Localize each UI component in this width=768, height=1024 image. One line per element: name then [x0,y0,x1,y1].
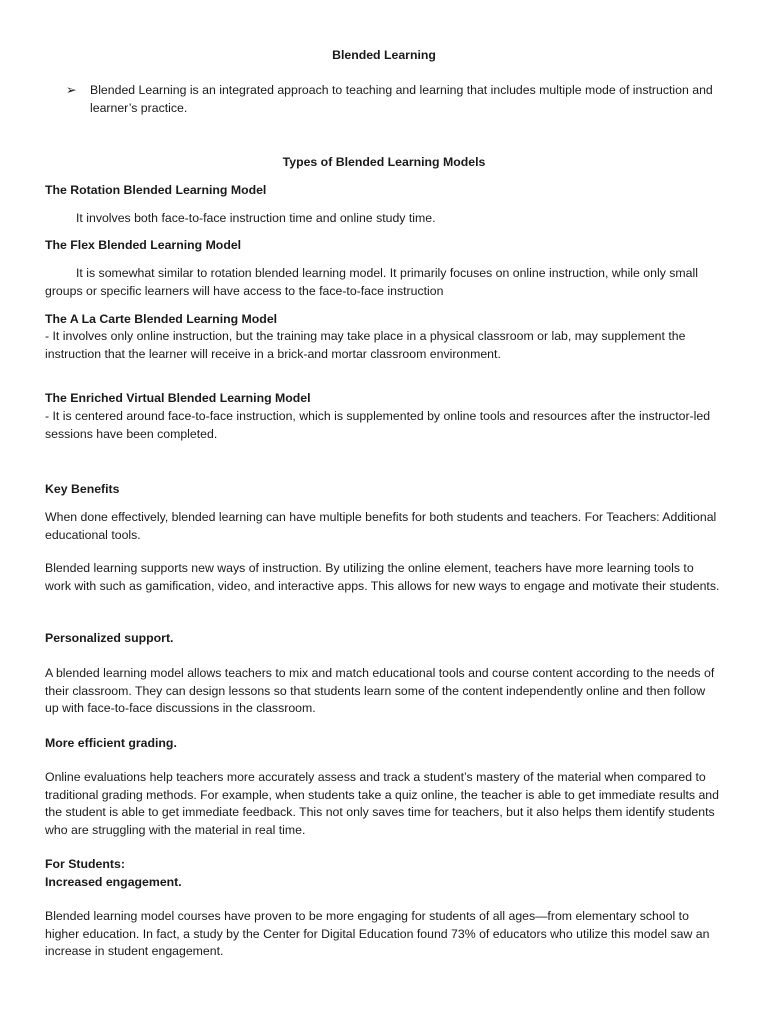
rotation-model-text: It involves both face-to-face instruction time and online study time. [76,211,436,225]
flex-model-text: It is somewhat similar to rotation blended learning model. It primarily focuses on online instruction, while only small groups or specific learners will have access to the face-to-face instruction [45,266,698,298]
document-title: Blended Learning [332,48,436,62]
educational-tools-text: Blended learning supports new ways of instruction. By utilizing the online element, teachers have more learning tools to work with such as gamification, video, and interactive apps. This allows for new ways to engage and motivate their students. [45,561,720,593]
personalized-support-heading: Personalized support. [45,631,174,645]
increased-engagement-heading: Increased engagement. [45,875,182,889]
personalized-support-text: A blended learning model allows teachers to mix and match educational tools and course content according to the needs of their classroom. They can design lessons so that students learn some of the content independently online and then follow up with face-to-face discussions in the classroom. [45,666,715,715]
arrow-bullet-icon: ➢ [66,83,77,97]
enriched-model-text: - It is centered around face-to-face instruction, which is supplemented by online tools and resources after the instructor-led sessions have been completed. [45,409,711,441]
rotation-model-heading: The Rotation Blended Learning Model [45,183,267,197]
enriched-model-heading: The Enriched Virtual Blended Learning Model [45,391,311,405]
alacarte-model-heading: The A La Carte Blended Learning Model [45,312,278,326]
intro-bullet-text: Blended Learning is an integrated approach to teaching and learning that includes multiple mode of instruction and learner’s practice. [90,83,713,115]
key-benefits-heading: Key Benefits [45,482,120,496]
alacarte-model-text: - It involves only online instruction, but the training may take place in a physical classroom or lab, may supplement the instruction that the learner will receive in a brick-and mortar classroom environment. [45,329,686,361]
key-benefits-intro: When done effectively, blended learning can have multiple benefits for both students and teachers. For Teachers: Additional educational tools. [45,510,717,542]
efficient-grading-heading: More efficient grading. [45,736,177,750]
types-heading: Types of Blended Learning Models [282,155,486,169]
flex-model-heading: The Flex Blended Learning Model [45,238,242,252]
intro-bullet [66,82,722,117]
increased-engagement-text: Blended learning model courses have proven to be more engaging for students of all ages—from elementary school to higher education. In fact, a study by the Center for Digital Education found 73% of educators who utilize this model saw an increase in student engagement. [45,909,710,958]
for-students-heading: For Students: [45,857,125,871]
efficient-grading-text: Online evaluations help teachers more accurately assess and track a student’s mastery of the material when compared to traditional grading methods. For example, when students take a quiz online, the teacher is able to get immediate results and the student is able to get immediate feedback. This not only saves time for teachers, but it also helps them identify students who are struggling with the material in real time. [45,770,719,837]
